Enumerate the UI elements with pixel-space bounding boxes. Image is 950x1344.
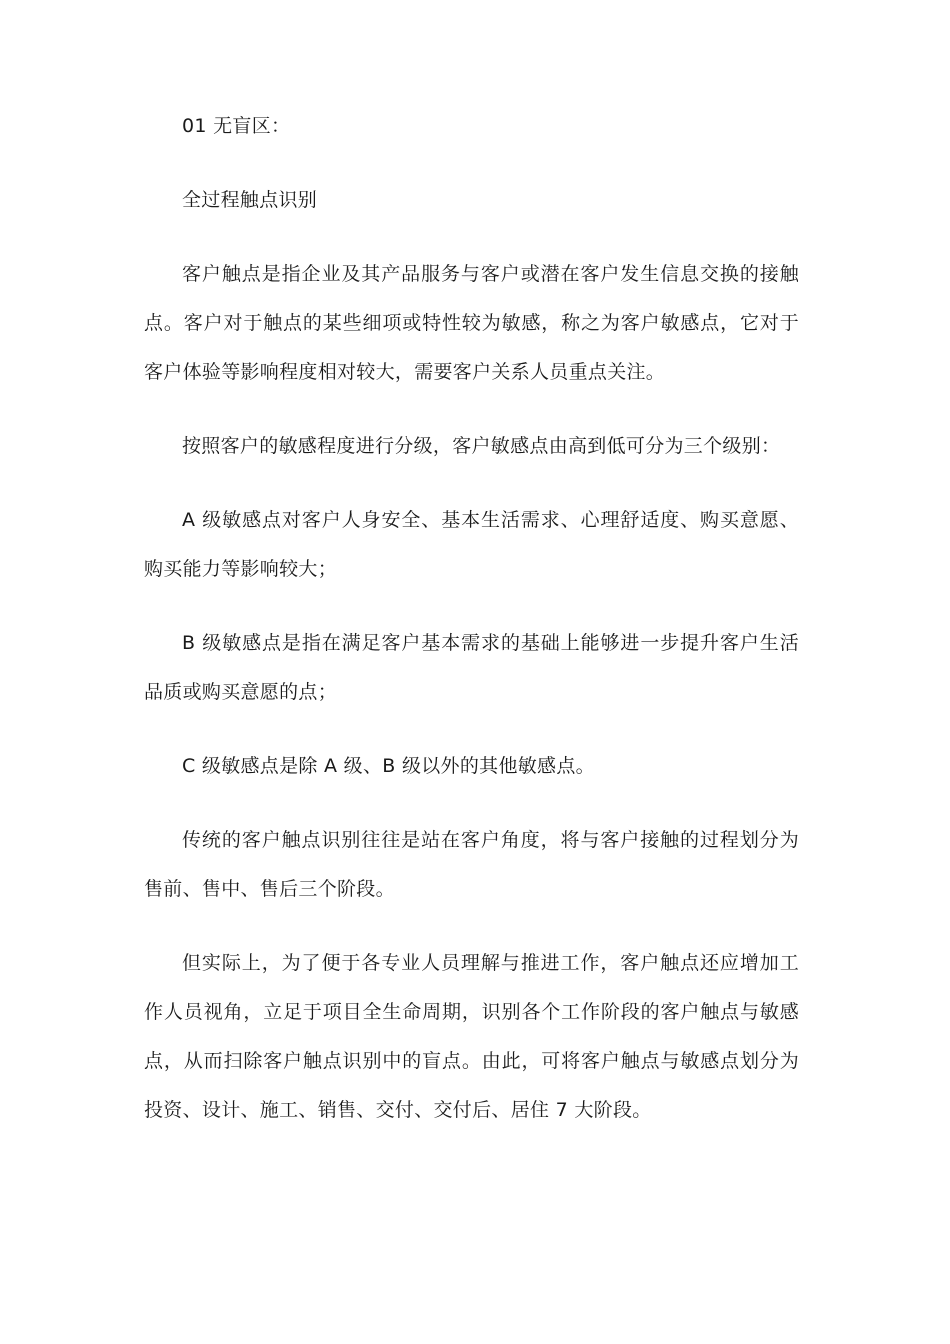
paragraph-level-c: C 级敏感点是除 A 级、B 级以外的其他敏感点。 <box>182 755 595 777</box>
paragraph-seven-stages: 但实际上，为了便于各专业人员理解与推进工作，客户触点还应增加工作人员视角，立足于项目全生命周期，识别各个工作阶段的客户触点与敏感点，从而扫除客户触点识别中的盲点。由此，可将客户触点与敏感点划分为投资、设计、施工、销售、交付、交付后、居住 7 大阶段。 <box>144 952 799 1121</box>
document-body <box>144 102 799 1160</box>
paragraph-level-b: B 级敏感点是指在满足客户基本需求的基础上能够进一步提升客户生活品质或购买意愿的点； <box>144 632 799 703</box>
paragraph-level-a: A 级敏感点对客户人身安全、基本生活需求、心理舒适度、购买意愿、购买能力等影响较大； <box>144 509 799 580</box>
section-subheading: 全过程触点识别 <box>182 189 318 211</box>
paragraph-touchpoint-definition: 客户触点是指企业及其产品服务与客户或潜在客户发生信息交换的接触点。客户对于触点的某些细项或特性较为敏感，称之为客户敏感点，它对于客户体验等影响程度相对较大，需要客户关系人员重点关注。 <box>144 263 799 383</box>
paragraph-traditional-stages: 传统的客户触点识别往往是站在客户角度，将与客户接触的过程划分为售前、售中、售后三个阶段。 <box>144 829 799 900</box>
paragraph-grading-intro: 按照客户的敏感程度进行分级，客户敏感点由高到低可分为三个级别： <box>182 435 781 457</box>
section-heading: 01 无盲区： <box>182 115 291 137</box>
